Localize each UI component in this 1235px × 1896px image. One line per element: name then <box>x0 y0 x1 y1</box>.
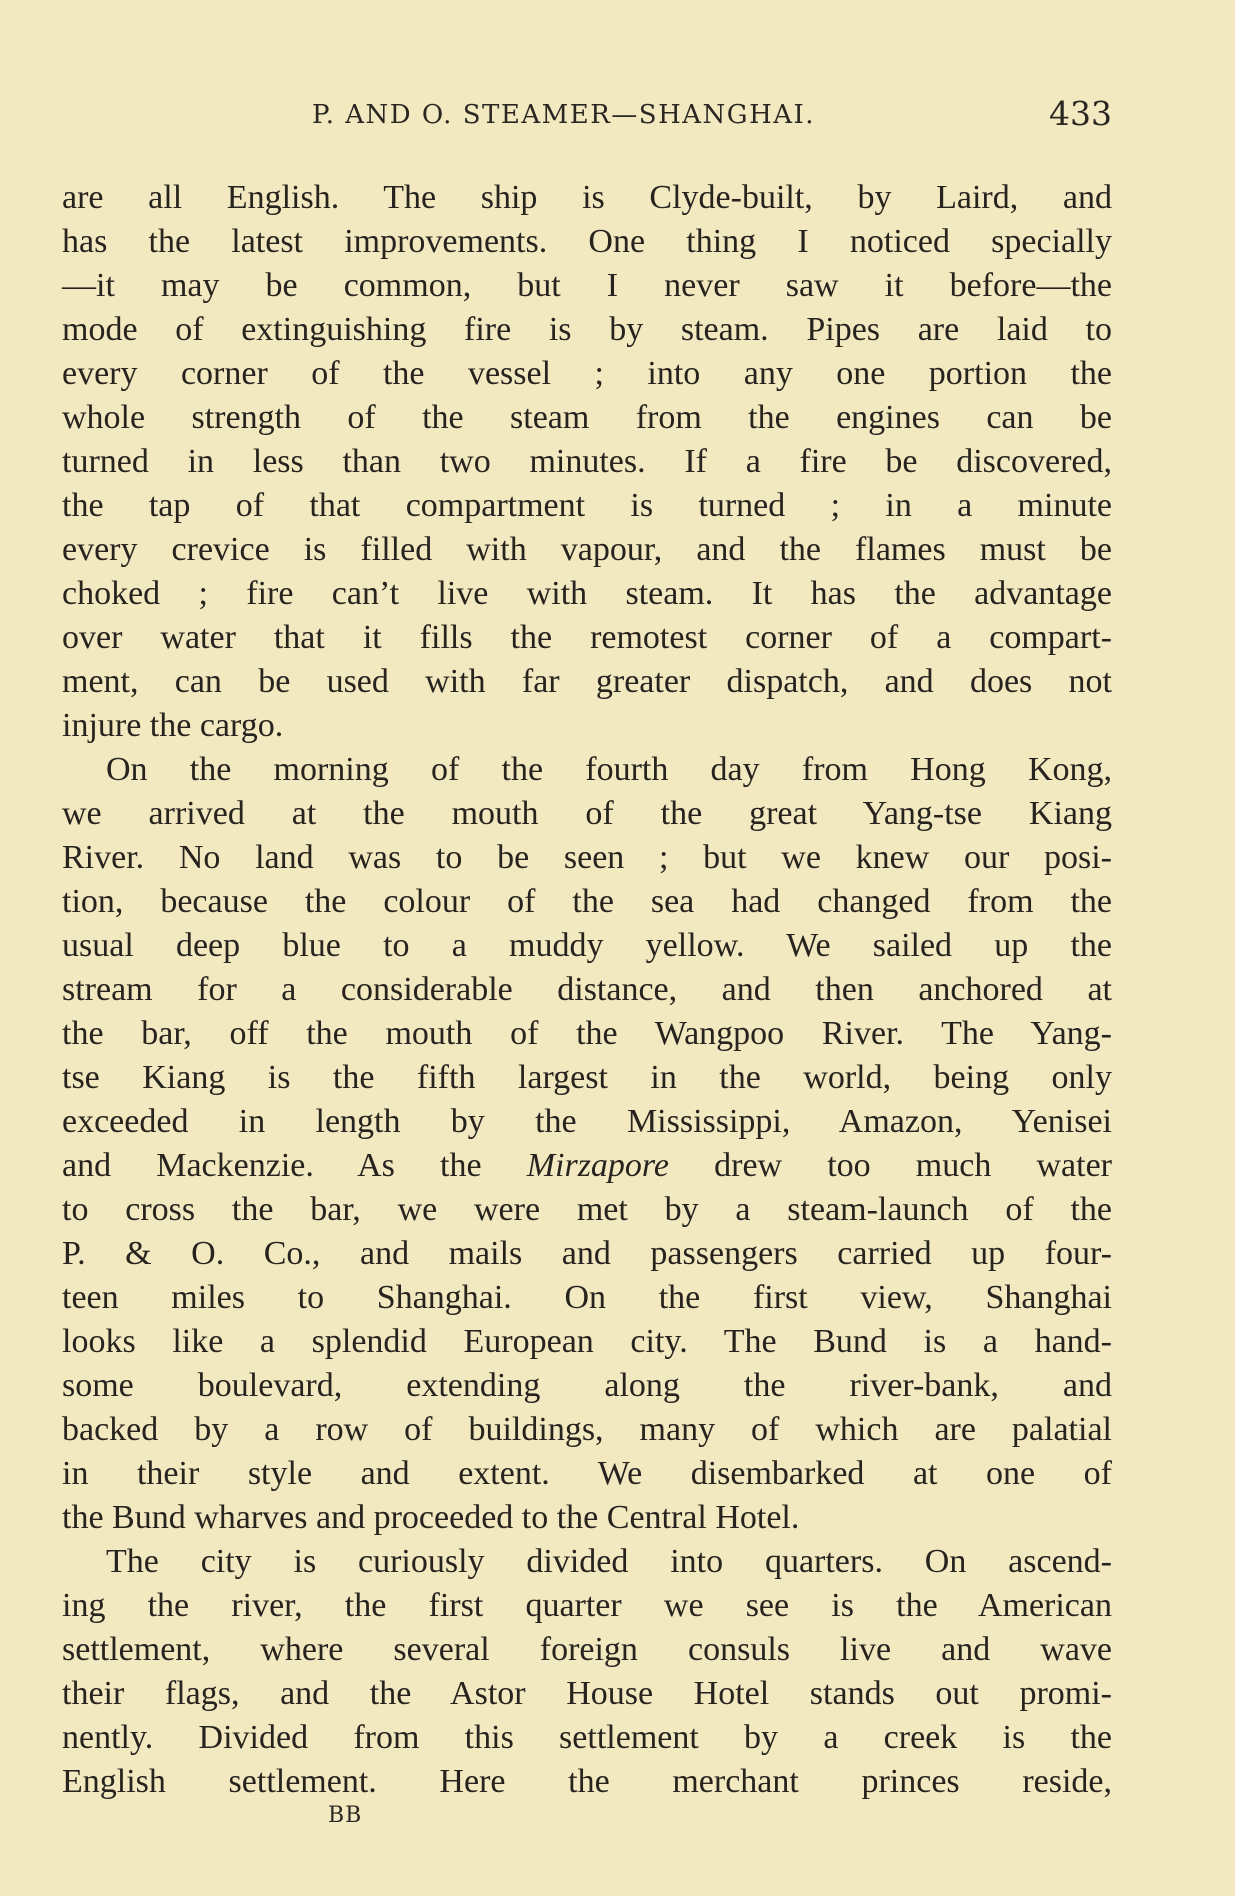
text-line: the bar, off the mouth of the Wangpoo River. The Yang- <box>62 1015 1112 1052</box>
text-line: tse Kiang is the fifth largest in the world, being only <box>62 1059 1112 1096</box>
text-line: settlement, where several foreign consuls live and wave <box>62 1631 1112 1668</box>
text-line: nently. Divided from this settlement by a creek is the <box>62 1719 1112 1756</box>
body-text <box>62 176 1112 1804</box>
text-fragment: and Mackenzie. As the <box>62 1147 527 1184</box>
text-line: choked ; fire can’t live with steam. It has the advantage <box>62 575 1112 612</box>
text-line: in their style and extent. We disembarked at one of <box>62 1455 1112 1492</box>
text-line: injure the cargo. <box>62 707 284 744</box>
running-head: P. AND O. STEAMER—SHANGHAI. <box>312 100 816 130</box>
text-line: every crevice is filled with vapour, and the flames must be <box>62 531 1112 568</box>
text-line: mode of extinguishing fire is by steam. Pipes are laid to <box>62 311 1112 348</box>
text-line: backed by a row of buildings, many of which are palatial <box>62 1411 1112 1448</box>
text-line: The city is curiously divided into quarters. On ascend- <box>106 1543 1112 1580</box>
text-line: On the morning of the fourth day from Hong Kong, <box>106 751 1112 788</box>
text-line: we arrived at the mouth of the great Yang-tse Kiang <box>62 795 1112 832</box>
text-line: English settlement. Here the merchant princes reside, <box>62 1763 1112 1800</box>
page-number: 433 <box>1049 94 1112 133</box>
text-line: are all English. The ship is Clyde-built, by Laird, and <box>62 179 1112 216</box>
text-line: turned in less than two minutes. If a fire be discovered, <box>62 443 1112 480</box>
text-line: has the latest improvements. One thing I noticed specially <box>62 223 1112 260</box>
text-line: to cross the bar, we were met by a steam-launch of the <box>62 1191 1112 1228</box>
text-line: tion, because the colour of the sea had changed from the <box>62 883 1112 920</box>
page-header <box>62 94 1112 140</box>
text-fragment: drew too much water <box>669 1147 1112 1184</box>
text-line: whole strength of the steam from the engines can be <box>62 399 1112 436</box>
text-line: —it may be common, but I never saw it before—the <box>62 267 1112 304</box>
text-line-with-italic <box>62 1144 1112 1188</box>
text-line: usual deep blue to a muddy yellow. We sailed up the <box>62 927 1112 964</box>
text-line: stream for a considerable distance, and then anchored at <box>62 971 1112 1008</box>
text-line: exceeded in length by the Mississippi, Amazon, Yenisei <box>62 1103 1112 1140</box>
text-line: River. No land was to be seen ; but we knew our posi- <box>62 839 1112 876</box>
ship-name-italic: Mirzapore <box>526 1147 669 1184</box>
text-line: over water that it fills the remotest corner of a compart- <box>62 619 1112 656</box>
text-line: looks like a splendid European city. The Bund is a hand- <box>62 1323 1112 1360</box>
text-line: the Bund wharves and proceeded to the Central Hotel. <box>62 1499 800 1536</box>
text-line: ment, can be used with far greater dispatch, and does not <box>62 663 1112 700</box>
text-line: P. & O. Co., and mails and passengers carried up four- <box>62 1235 1112 1272</box>
text-line: ing the river, the first quarter we see is the American <box>62 1587 1112 1624</box>
text-line: the tap of that compartment is turned ; in a minute <box>62 487 1112 524</box>
text-line: their flags, and the Astor House Hotel stands out promi- <box>62 1675 1112 1712</box>
text-line: teen miles to Shanghai. On the first view, Shanghai <box>62 1279 1112 1316</box>
signature-mark: BB <box>328 1803 363 1828</box>
text-line: every corner of the vessel ; into any one portion the <box>62 355 1112 392</box>
text-line: some boulevard, extending along the river-bank, and <box>62 1367 1112 1404</box>
